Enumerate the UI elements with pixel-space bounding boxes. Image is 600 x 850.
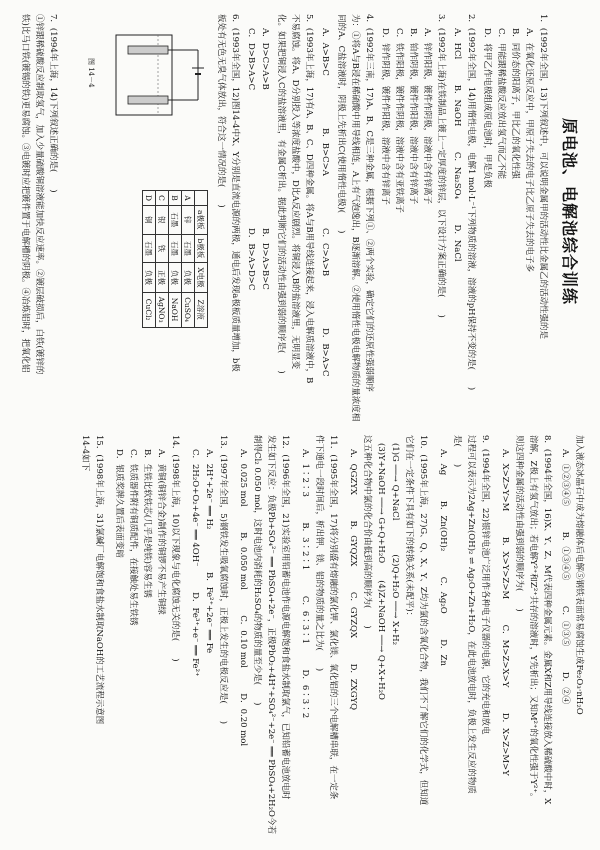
question-10-line: 这五种化合物中氯的化合价由低到高的顺序为( ): [362, 435, 372, 629]
question-5-option: C．D>B>A>C: [246, 28, 256, 91]
question-3-option: C．铁作阳极，镀件作阴极，溶液中含有亚铁离子: [394, 28, 404, 214]
table-cell: 石墨: [143, 234, 156, 263]
table-cell: 负极: [182, 263, 195, 292]
question-1-option: D．将甲乙作电极组成原电池时，甲是负极: [482, 28, 492, 188]
question-8: [498, 435, 554, 804]
right-column: [0, 425, 600, 850]
table-cell: 正极: [156, 263, 169, 292]
question-2: [450, 14, 478, 390]
question-1: [480, 14, 550, 339]
table-cell: 石墨: [182, 234, 195, 263]
question-14-option: A．黄铜(铜锌合金)制作的铜锣不易产生铜绿: [156, 449, 166, 615]
question-14-line: 14．(1998年上海，10)以下现象与电化腐蚀无关的是( ): [170, 435, 180, 662]
question-8-line: 溶解，Z极上有氢气放出；若电解Y²⁺和Z²⁺共存的溶液时，Y先析出；又知M²⁺的氧化性强于Y²⁺。: [528, 435, 538, 802]
question-9: [436, 435, 492, 794]
table-header: [195, 191, 208, 206]
question-10-line: 10．(1995年上海，27)G、Q、X、Y、Z均为氯的含氧化合物，我们不了解它们的化学式，但知道: [418, 435, 428, 806]
question-1-option: B．同价态的阳离子，甲比乙的氧化性强: [510, 28, 520, 179]
question-10-line: 它们在一定条件下具有如下的转换关系(未配平)：: [404, 435, 414, 621]
question-15-line: 15．(1998年上海，31)氯碱厂电解饱和食盐水制取NaOH的工艺流程示意图: [94, 435, 104, 725]
question-6-stem: 6．(1993年全国，12)图14-4中X、Y分别是直流电源的两极，通电后发现a极板质量增加，b极: [230, 14, 240, 372]
question-8-line: 8．(1994年全国，16)X、Y、Z、M代表四种金属元素。金属X和Z用导线连接放入稀硫酸中时，X: [542, 435, 552, 805]
table-header: Z溶液: [195, 292, 208, 327]
question-11-line: 11．(1995年全国，17)将分别盛有熔融的氯化钾、氯化镁、氧化铝的三个电解槽串联，在一定条: [328, 435, 338, 800]
question-13-line: 13．(1997年全国，5)钢铁发生吸氧腐蚀时，正极上发生的电极反应是( ): [218, 435, 228, 725]
table-cell: 锌: [182, 206, 195, 234]
question-2-options: A．HCl B．NaOH C．Na₂SO₄ D．NaCl: [452, 28, 462, 262]
question-3-option: B．铂作阴极，镀件作阳极，溶液中含有锌离子: [408, 28, 418, 205]
question-1-option: A．在氧化还原反应中，甲原子失去的电子比乙原子失去的电子多: [524, 28, 534, 273]
question-6: [214, 14, 242, 372]
question-5-option: D．B>A>D>C: [246, 228, 256, 291]
question-13-options: A．2H⁺+2e⁻ ══ H₂ B．Fe²⁺+2e⁻ ══ Fe: [204, 449, 214, 654]
question-5-stem: 化。如果把铜浸入C的盐溶液里，有金属C析出。据此判断它们的活动性由强到弱的顺序是( ): [276, 14, 286, 374]
question-3-stem: 3．(1992年上海)在铁制品上镀上一定厚度的锌层，以下设计方案正确的是( ): [436, 14, 446, 318]
table-header: a极板: [195, 206, 208, 234]
question-10-reaction: (1)G ──→ Q+NaCl (2)Q+H₂O ──→ X+H₂: [390, 443, 400, 646]
page-title: 原电池、电解池综合训练: [560, 118, 579, 306]
question-7-text: 加入液态冰晶石中成为熔融体后电解⑤钢铁表面常易腐蚀生成Fe₂O₃·nH₂O: [574, 435, 584, 715]
table-row: [143, 191, 156, 328]
table-cell: 银: [156, 206, 169, 234]
table-header: X电极: [195, 263, 208, 292]
question-11-line: 件下通电一段时间后，析出钾、镁、铝的物质的量之比为( ): [314, 435, 324, 672]
question-4-stem: 4．(1992年三南，17)A、B、C是三种金属，根据下列①、②两个实验，确定它们的还原性强弱顺序: [364, 14, 374, 392]
question-12-options: A．0.025 mol B．0.050 mol C．0.10 mol D．0.20 mol: [238, 449, 248, 747]
question-7-stem: 铁)比马口铁(镀锡的铁)更易腐蚀。③电镀时应把镀件置于电解槽的阴极。④冶炼铝时，把氧化铝: [20, 14, 30, 373]
table-cell: CuSO₄: [182, 292, 195, 327]
table-cell: 石墨: [169, 234, 182, 263]
question-5: [274, 14, 316, 383]
question-10: [346, 435, 430, 805]
question-9-line: 是( ): [452, 435, 462, 468]
question-4-option: A．A>B>C: [320, 28, 330, 76]
electrolysis-apparatus-figure: [98, 20, 208, 130]
question-3-option: A．锌作阳极，镀件作阴极，溶液中含有锌离子: [422, 28, 432, 205]
question-5-stem: 5．(1993年上海，17)有A、B、C、D四种金属。将A与B用导线连接起来，浸入电解质溶液中，B: [304, 14, 314, 384]
question-7: [18, 14, 60, 374]
table-row: [156, 191, 169, 328]
question-10-reaction: (3)Y+NaOH ──→ G+Q+H₂O (4)Z+NaOH ──→ Q+X+H₂O: [376, 443, 386, 700]
question-5-option: B．D>A>B>C: [260, 228, 270, 290]
question-12: [236, 435, 292, 834]
table-cell: 石墨: [169, 206, 182, 234]
question-11: [298, 435, 340, 799]
question-5-stem: 不易腐蚀。将A、D分别投入等浓度盐酸中，D比A反应剧烈。将铜浸入B的盐溶液里，无明显变: [290, 14, 300, 370]
question-7-stem: 7．(1994年上海，14)下列叙述正确的是( ): [48, 14, 58, 193]
table-cell: A: [182, 191, 195, 206]
question-4-option: C．C>A>B: [320, 228, 330, 277]
table-cell: NaOH: [169, 292, 182, 327]
question-12-line: 制得Cl₂ 0.050 mol，这时电池内消耗的H₂SO₄的物质的量至少是( ): [252, 435, 262, 706]
question-15-line: 14-4如下: [80, 435, 90, 472]
question-3: [378, 14, 448, 318]
question-4: [334, 14, 376, 421]
question-12-line: 12．(1996年全国，21)实验室用铅蓄电池作电源电解饱和食盐水制取氯气，已知铅蓄电池放电时: [280, 435, 290, 800]
question-14: [112, 435, 182, 662]
question-14-option: C．铁质器件附有铜质配件，在接触处易生铁锈: [128, 449, 138, 626]
question-14-option: B．生铁比软铁芯(几乎是纯铁)容易生锈: [142, 449, 152, 598]
question-7-options: A．①②③④⑤ B．①③④⑤ C．①③⑤ D．②④: [560, 449, 570, 705]
question-7-stem: ①锌跟稀硫酸反应制取氢气，加入少量硫酸铜溶液能加快反应速率。②镀层破损后，白铁(镀锌的: [34, 14, 44, 375]
table-cell: AgNO₃: [156, 292, 169, 327]
question-10-options: A．QGZYX B．GYQZX C．GYZQX D．ZXGYQ: [348, 449, 358, 711]
question-2-stem: 2．(1992年全国，14)用惰性电极，电解1 mol·L⁻¹下列物质的溶液，溶液的pH保持不变的是( ): [466, 14, 476, 391]
question-13-options: C．2H₂O+O₂+4e⁻ ══ 4OH⁻ D．Fe³⁺+e⁻ ══ Fe²⁺: [190, 449, 200, 677]
question-4-stem: 为：①将A与B浸在稀硫酸中用导线相连，A上有气泡逸出，B逐渐溶解。②使用惰性电极电解物质的量浓度相: [350, 14, 360, 422]
table-cell: 负极: [169, 263, 182, 292]
table-header-row: [195, 191, 208, 328]
question-1-stem: 1．(1992年全国，13)下列叙述中，可以说明金属甲的活动性比金属乙的活动性强的是: [538, 14, 548, 339]
question-14-option: D．银质奖牌久置后表面变暗: [114, 449, 124, 558]
question-8-options: A．X>Z>Y>M B．X>Y>Z>M C．M>Z>X>Y D．X>Z>M>Y: [500, 449, 510, 776]
question-6-table: [142, 190, 208, 328]
table-cell: 负极: [143, 263, 156, 292]
question-9-options: A．Ag B．Zn(OH)₂ C．Ag₂O D．Zn: [438, 449, 448, 666]
question-15: [78, 435, 106, 724]
table-row: [169, 191, 182, 328]
table-cell: D: [143, 191, 156, 206]
question-9-line: 过程可以表示为2Ag+Zn(OH)₂ ⇌ Ag₂O+Zn+H₂O，在此电池放电时，负极上发生反应的物质: [466, 435, 476, 794]
question-8-line: 则这四种金属的活动性由强到弱的顺序为( ): [514, 435, 524, 612]
question-3-option: D．锌作阴极，镀件作阳极，溶液中含有锌离子: [380, 28, 390, 205]
figure-caption: 图 14－4: [87, 58, 95, 88]
table-cell: C: [156, 191, 169, 206]
table-header: b极板: [195, 234, 208, 263]
question-13: [188, 435, 230, 724]
table-cell: CuCl₂: [143, 292, 156, 327]
question-4-option: B．B>C>A: [320, 128, 330, 176]
question-11-options: A．1∶2∶3 B．3∶2∶1 C．6∶3∶1 D．6∶3∶2: [300, 449, 310, 719]
question-4-stem: 同的A、C盐溶液时，阴极上先析出C(使用惰性电极)( ): [336, 14, 346, 234]
table-cell: B: [169, 191, 182, 206]
table-row: [182, 191, 195, 328]
question-9-line: 9．(1994年全国，22)银锌电池广泛用作各种电子仪器的电源，它的充电和放电: [480, 435, 490, 735]
question-5-option: A．D>C>A>B: [260, 28, 270, 90]
question-6-stem: 板处有无色无臭气体放出，符合这一情况的是( ): [216, 14, 226, 208]
table-cell: 铜: [143, 206, 156, 234]
question-4-option: D．B>A>C: [320, 328, 330, 377]
question-12-line: 发生如下反应：负极Pb+SO₄²⁻ ══ PbSO₄+2e⁻，正极PbO₂+4H⁺+SO₄²⁻+2e⁻ ══ PbSO₄+2H₂O今若: [266, 435, 276, 834]
question-1-option: C．甲能跟稀盐酸反应放出氢气而乙不能: [496, 28, 506, 180]
question-7-continued: [558, 435, 586, 715]
table-cell: 铁: [156, 234, 169, 263]
